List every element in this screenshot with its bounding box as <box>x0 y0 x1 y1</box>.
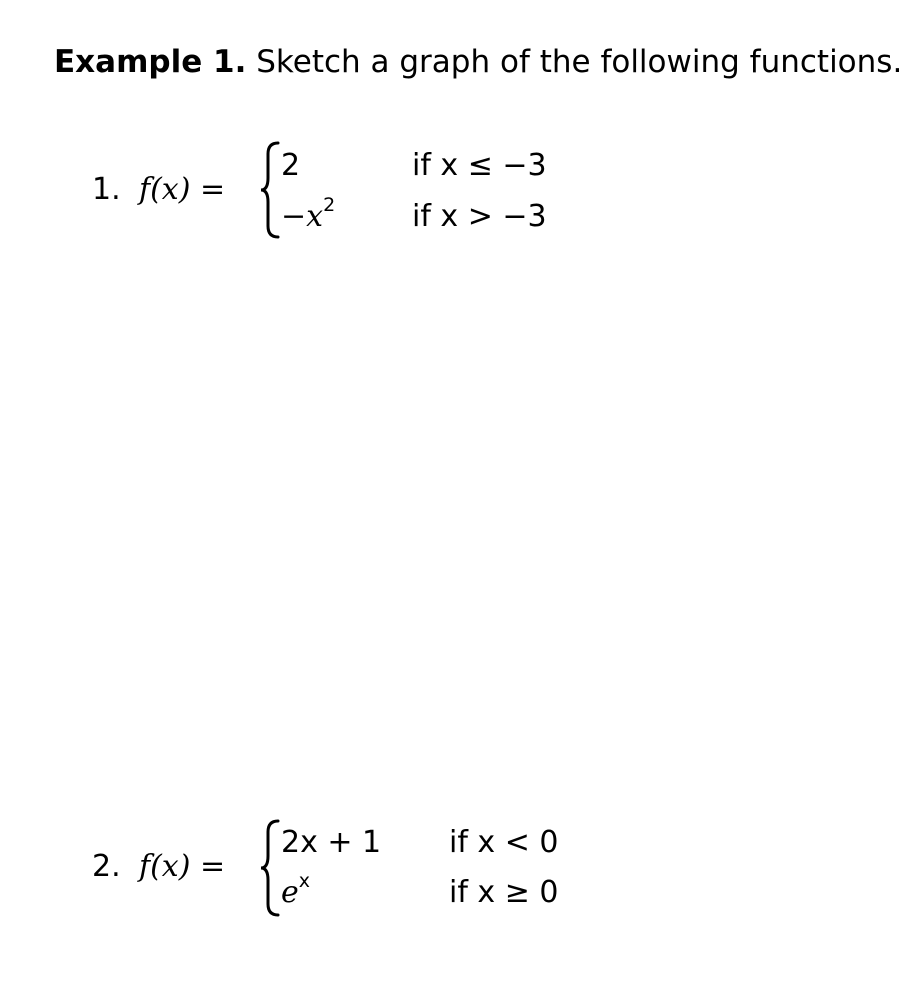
example-heading <box>54 40 902 84</box>
case-2-condition: if x > −3 <box>412 199 547 234</box>
function-lhs <box>139 847 225 887</box>
case-2-condition: if x ≥ 0 <box>449 875 559 910</box>
case-1-condition: if x < 0 <box>449 825 559 860</box>
case-1-expression: 2x + 1 <box>281 825 382 860</box>
problem-number: 2. <box>92 849 121 884</box>
function-name: f(x) = <box>139 172 226 207</box>
case-2-expression: $e^x$ <box>281 870 311 910</box>
case-2-expression: $-x^2$ <box>281 194 336 234</box>
left-brace <box>259 140 281 240</box>
problem-number: 1. <box>92 172 121 207</box>
case-1-condition: if x ≤ −3 <box>412 148 547 183</box>
function-lhs <box>139 170 225 210</box>
example-label: Example 1. <box>54 44 247 80</box>
left-brace <box>259 818 281 918</box>
function-name: f(x) = <box>139 849 226 884</box>
case-1-expression: 2 <box>281 148 301 183</box>
example-instruction: Sketch a graph of the following functions. <box>256 44 903 80</box>
